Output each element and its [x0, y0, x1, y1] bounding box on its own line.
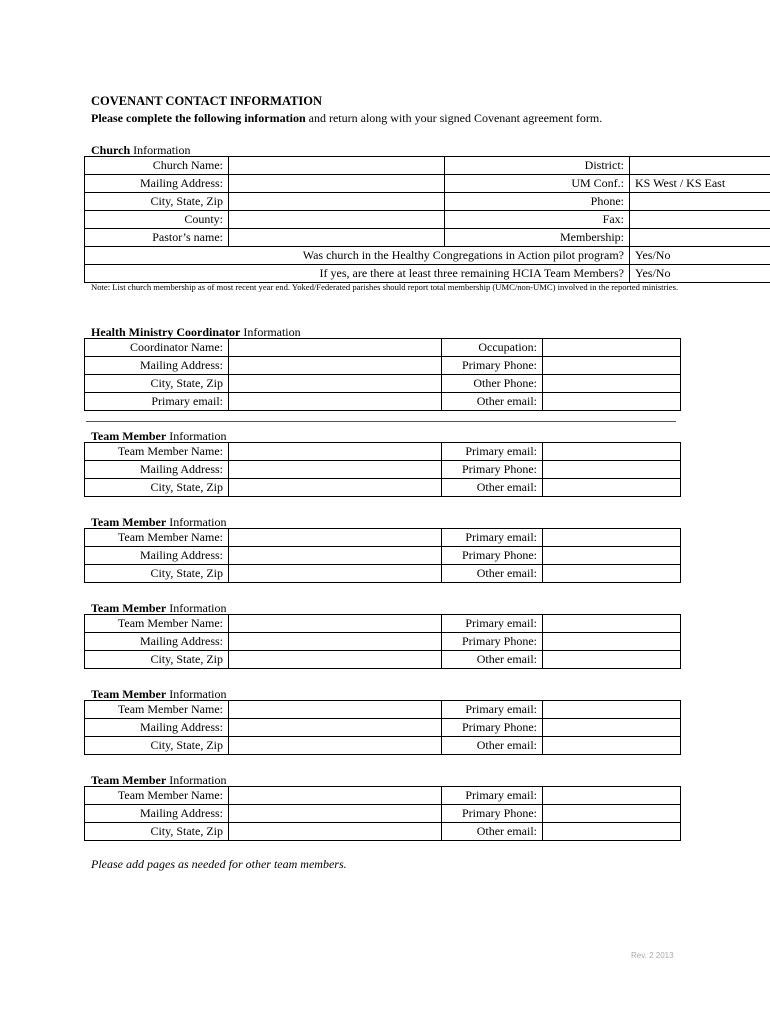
- team-member-5-table: [84, 786, 681, 841]
- other-email-label: Other email:: [442, 651, 543, 669]
- coordinator-info-table: [84, 338, 681, 411]
- table-row: [85, 265, 770, 283]
- team-member-1-heading: Team Member Information: [91, 429, 227, 443]
- instructions-rest: and return along with your signed Covenant agreement form.: [305, 111, 603, 125]
- coordinator-other-email-label: Other email:: [442, 393, 543, 411]
- team-member-4-table: [84, 700, 681, 755]
- mailing-address-field[interactable]: [229, 547, 442, 565]
- city-state-zip-label: City, State, Zip: [85, 479, 229, 497]
- table-row: [85, 339, 681, 357]
- primary-phone-label: Primary Phone:: [442, 461, 543, 479]
- primary-email-label: Primary email:: [442, 529, 543, 547]
- district-field[interactable]: [630, 157, 770, 175]
- other-email-label: Other email:: [442, 479, 543, 497]
- fax-field[interactable]: [630, 211, 770, 229]
- church-mailing-address-field[interactable]: [229, 175, 445, 193]
- city-state-zip-field[interactable]: [229, 565, 442, 583]
- team-member-name-field[interactable]: [229, 701, 442, 719]
- coordinator-city-state-zip-field[interactable]: [229, 375, 442, 393]
- church-phone-label: Phone:: [445, 193, 630, 211]
- county-field[interactable]: [229, 211, 445, 229]
- team-member-name-label: Team Member Name:: [85, 615, 229, 633]
- table-row: [85, 719, 681, 737]
- table-row: [85, 461, 681, 479]
- other-email-field[interactable]: [543, 737, 681, 755]
- primary-email-label: Primary email:: [442, 787, 543, 805]
- primary-phone-field[interactable]: [543, 805, 681, 823]
- occupation-field[interactable]: [543, 339, 681, 357]
- city-state-zip-label: City, State, Zip: [85, 823, 229, 841]
- team-member-name-label: Team Member Name:: [85, 529, 229, 547]
- revision-label: Rev. 2 2013: [631, 951, 674, 960]
- table-row: [85, 229, 770, 247]
- other-email-label: Other email:: [442, 737, 543, 755]
- table-row: [85, 805, 681, 823]
- hcia-pilot-question: Was church in the Healthy Congregations in Action pilot program?: [85, 247, 630, 265]
- table-row: [85, 375, 681, 393]
- other-email-label: Other email:: [442, 823, 543, 841]
- table-row: [85, 357, 681, 375]
- city-state-zip-field[interactable]: [229, 737, 442, 755]
- team-member-name-field[interactable]: [229, 529, 442, 547]
- primary-email-field[interactable]: [543, 529, 681, 547]
- page-title: COVENANT CONTACT INFORMATION: [91, 94, 323, 108]
- table-row: [85, 737, 681, 755]
- pastor-name-field[interactable]: [229, 229, 445, 247]
- primary-phone-field[interactable]: [543, 461, 681, 479]
- team-member-4-heading: Team Member Information: [91, 687, 227, 701]
- coordinator-primary-phone-field[interactable]: [543, 357, 681, 375]
- mailing-address-field[interactable]: [229, 805, 442, 823]
- table-row: [85, 823, 681, 841]
- coordinator-mailing-address-field[interactable]: [229, 357, 442, 375]
- mailing-address-field[interactable]: [229, 633, 442, 651]
- table-row: [85, 175, 770, 193]
- primary-email-field[interactable]: [543, 443, 681, 461]
- church-name-field[interactable]: [229, 157, 445, 175]
- instructions: [91, 111, 602, 126]
- other-email-field[interactable]: [543, 651, 681, 669]
- other-email-label: Other email:: [442, 565, 543, 583]
- church-city-state-zip-field[interactable]: [229, 193, 445, 211]
- coordinator-other-phone-label: Other Phone:: [442, 375, 543, 393]
- city-state-zip-label: City, State, Zip: [85, 737, 229, 755]
- table-row: [85, 157, 770, 175]
- table-row: [85, 211, 770, 229]
- primary-email-label: Primary email:: [442, 701, 543, 719]
- section-divider: [86, 421, 676, 422]
- primary-phone-label: Primary Phone:: [442, 547, 543, 565]
- table-row: [85, 787, 681, 805]
- team-member-name-label: Team Member Name:: [85, 701, 229, 719]
- church-name-label: Church Name:: [85, 157, 229, 175]
- primary-phone-field[interactable]: [543, 547, 681, 565]
- other-email-field[interactable]: [543, 479, 681, 497]
- table-row: [85, 615, 681, 633]
- mailing-address-label: Mailing Address:: [85, 461, 229, 479]
- table-row: [85, 565, 681, 583]
- table-row: [85, 479, 681, 497]
- team-member-name-field[interactable]: [229, 787, 442, 805]
- primary-phone-field[interactable]: [543, 633, 681, 651]
- coordinator-primary-email-label: Primary email:: [85, 393, 229, 411]
- pastor-name-label: Pastor’s name:: [85, 229, 229, 247]
- mailing-address-label: Mailing Address:: [85, 633, 229, 651]
- instructions-bold: Please complete the following information: [91, 111, 306, 125]
- coordinator-section-heading: Health Ministry Coordinator Information: [91, 325, 301, 339]
- team-member-5-heading: Team Member Information: [91, 773, 227, 787]
- table-row: [85, 193, 770, 211]
- other-email-field[interactable]: [543, 565, 681, 583]
- coordinator-city-state-zip-label: City, State, Zip: [85, 375, 229, 393]
- table-row: [85, 633, 681, 651]
- um-conf-field[interactable]: KS West / KS East: [630, 175, 770, 193]
- coordinator-primary-email-field[interactable]: [229, 393, 442, 411]
- table-row: [85, 393, 681, 411]
- table-row: [85, 701, 681, 719]
- table-row: [85, 529, 681, 547]
- coordinator-other-email-field[interactable]: [543, 393, 681, 411]
- city-state-zip-field[interactable]: [229, 479, 442, 497]
- primary-email-field[interactable]: [543, 787, 681, 805]
- occupation-label: Occupation:: [442, 339, 543, 357]
- team-member-1-table: [84, 442, 681, 497]
- city-state-zip-label: City, State, Zip: [85, 651, 229, 669]
- team-member-2-table: [84, 528, 681, 583]
- other-email-field[interactable]: [543, 823, 681, 841]
- team-member-2-heading: Team Member Information: [91, 515, 227, 529]
- coordinator-primary-phone-label: Primary Phone:: [442, 357, 543, 375]
- city-state-zip-field[interactable]: [229, 823, 442, 841]
- city-state-zip-field[interactable]: [229, 651, 442, 669]
- primary-phone-label: Primary Phone:: [442, 633, 543, 651]
- fax-label: Fax:: [445, 211, 630, 229]
- mailing-address-field[interactable]: [229, 461, 442, 479]
- hcia-pilot-answer[interactable]: Yes/No: [630, 247, 770, 265]
- primary-email-label: Primary email:: [442, 443, 543, 461]
- mailing-address-label: Mailing Address:: [85, 547, 229, 565]
- table-row: [85, 547, 681, 565]
- mailing-address-field[interactable]: [229, 719, 442, 737]
- team-member-name-field[interactable]: [229, 615, 442, 633]
- team-member-3-heading: Team Member Information: [91, 601, 227, 615]
- primary-phone-field[interactable]: [543, 719, 681, 737]
- primary-email-field[interactable]: [543, 615, 681, 633]
- district-label: District:: [445, 157, 630, 175]
- team-member-name-label: Team Member Name:: [85, 787, 229, 805]
- church-info-table: [84, 156, 770, 283]
- church-phone-field[interactable]: [630, 193, 770, 211]
- team-member-name-label: Team Member Name:: [85, 443, 229, 461]
- table-row: [85, 651, 681, 669]
- church-city-state-zip-label: City, State, Zip: [85, 193, 229, 211]
- church-section-heading: Church Information: [91, 143, 191, 157]
- church-mailing-address-label: Mailing Address:: [85, 175, 229, 193]
- table-row: [85, 443, 681, 461]
- membership-label: Membership:: [445, 229, 630, 247]
- coordinator-other-phone-field[interactable]: [543, 375, 681, 393]
- membership-note: Note: List church membership as of most recent year end. Yoked/Federated parishes should report total membership (UMC/non-UMC) involved in the reported ministries.: [91, 282, 679, 292]
- team-member-3-table: [84, 614, 681, 669]
- primary-phone-label: Primary Phone:: [442, 805, 543, 823]
- mailing-address-label: Mailing Address:: [85, 719, 229, 737]
- primary-email-field[interactable]: [543, 701, 681, 719]
- hcia-members-question: If yes, are there at least three remaining HCIA Team Members?: [85, 265, 630, 283]
- coordinator-mailing-address-label: Mailing Address:: [85, 357, 229, 375]
- county-label: County:: [85, 211, 229, 229]
- closing-instruction: Please add pages as needed for other team members.: [91, 857, 347, 871]
- hcia-members-answer[interactable]: Yes/No: [630, 265, 770, 283]
- coordinator-name-label: Coordinator Name:: [85, 339, 229, 357]
- mailing-address-label: Mailing Address:: [85, 805, 229, 823]
- primary-email-label: Primary email:: [442, 615, 543, 633]
- team-member-name-field[interactable]: [229, 443, 442, 461]
- city-state-zip-label: City, State, Zip: [85, 565, 229, 583]
- table-row: [85, 247, 770, 265]
- um-conf-label: UM Conf.:: [445, 175, 630, 193]
- coordinator-name-field[interactable]: [229, 339, 442, 357]
- membership-field[interactable]: [630, 229, 770, 247]
- primary-phone-label: Primary Phone:: [442, 719, 543, 737]
